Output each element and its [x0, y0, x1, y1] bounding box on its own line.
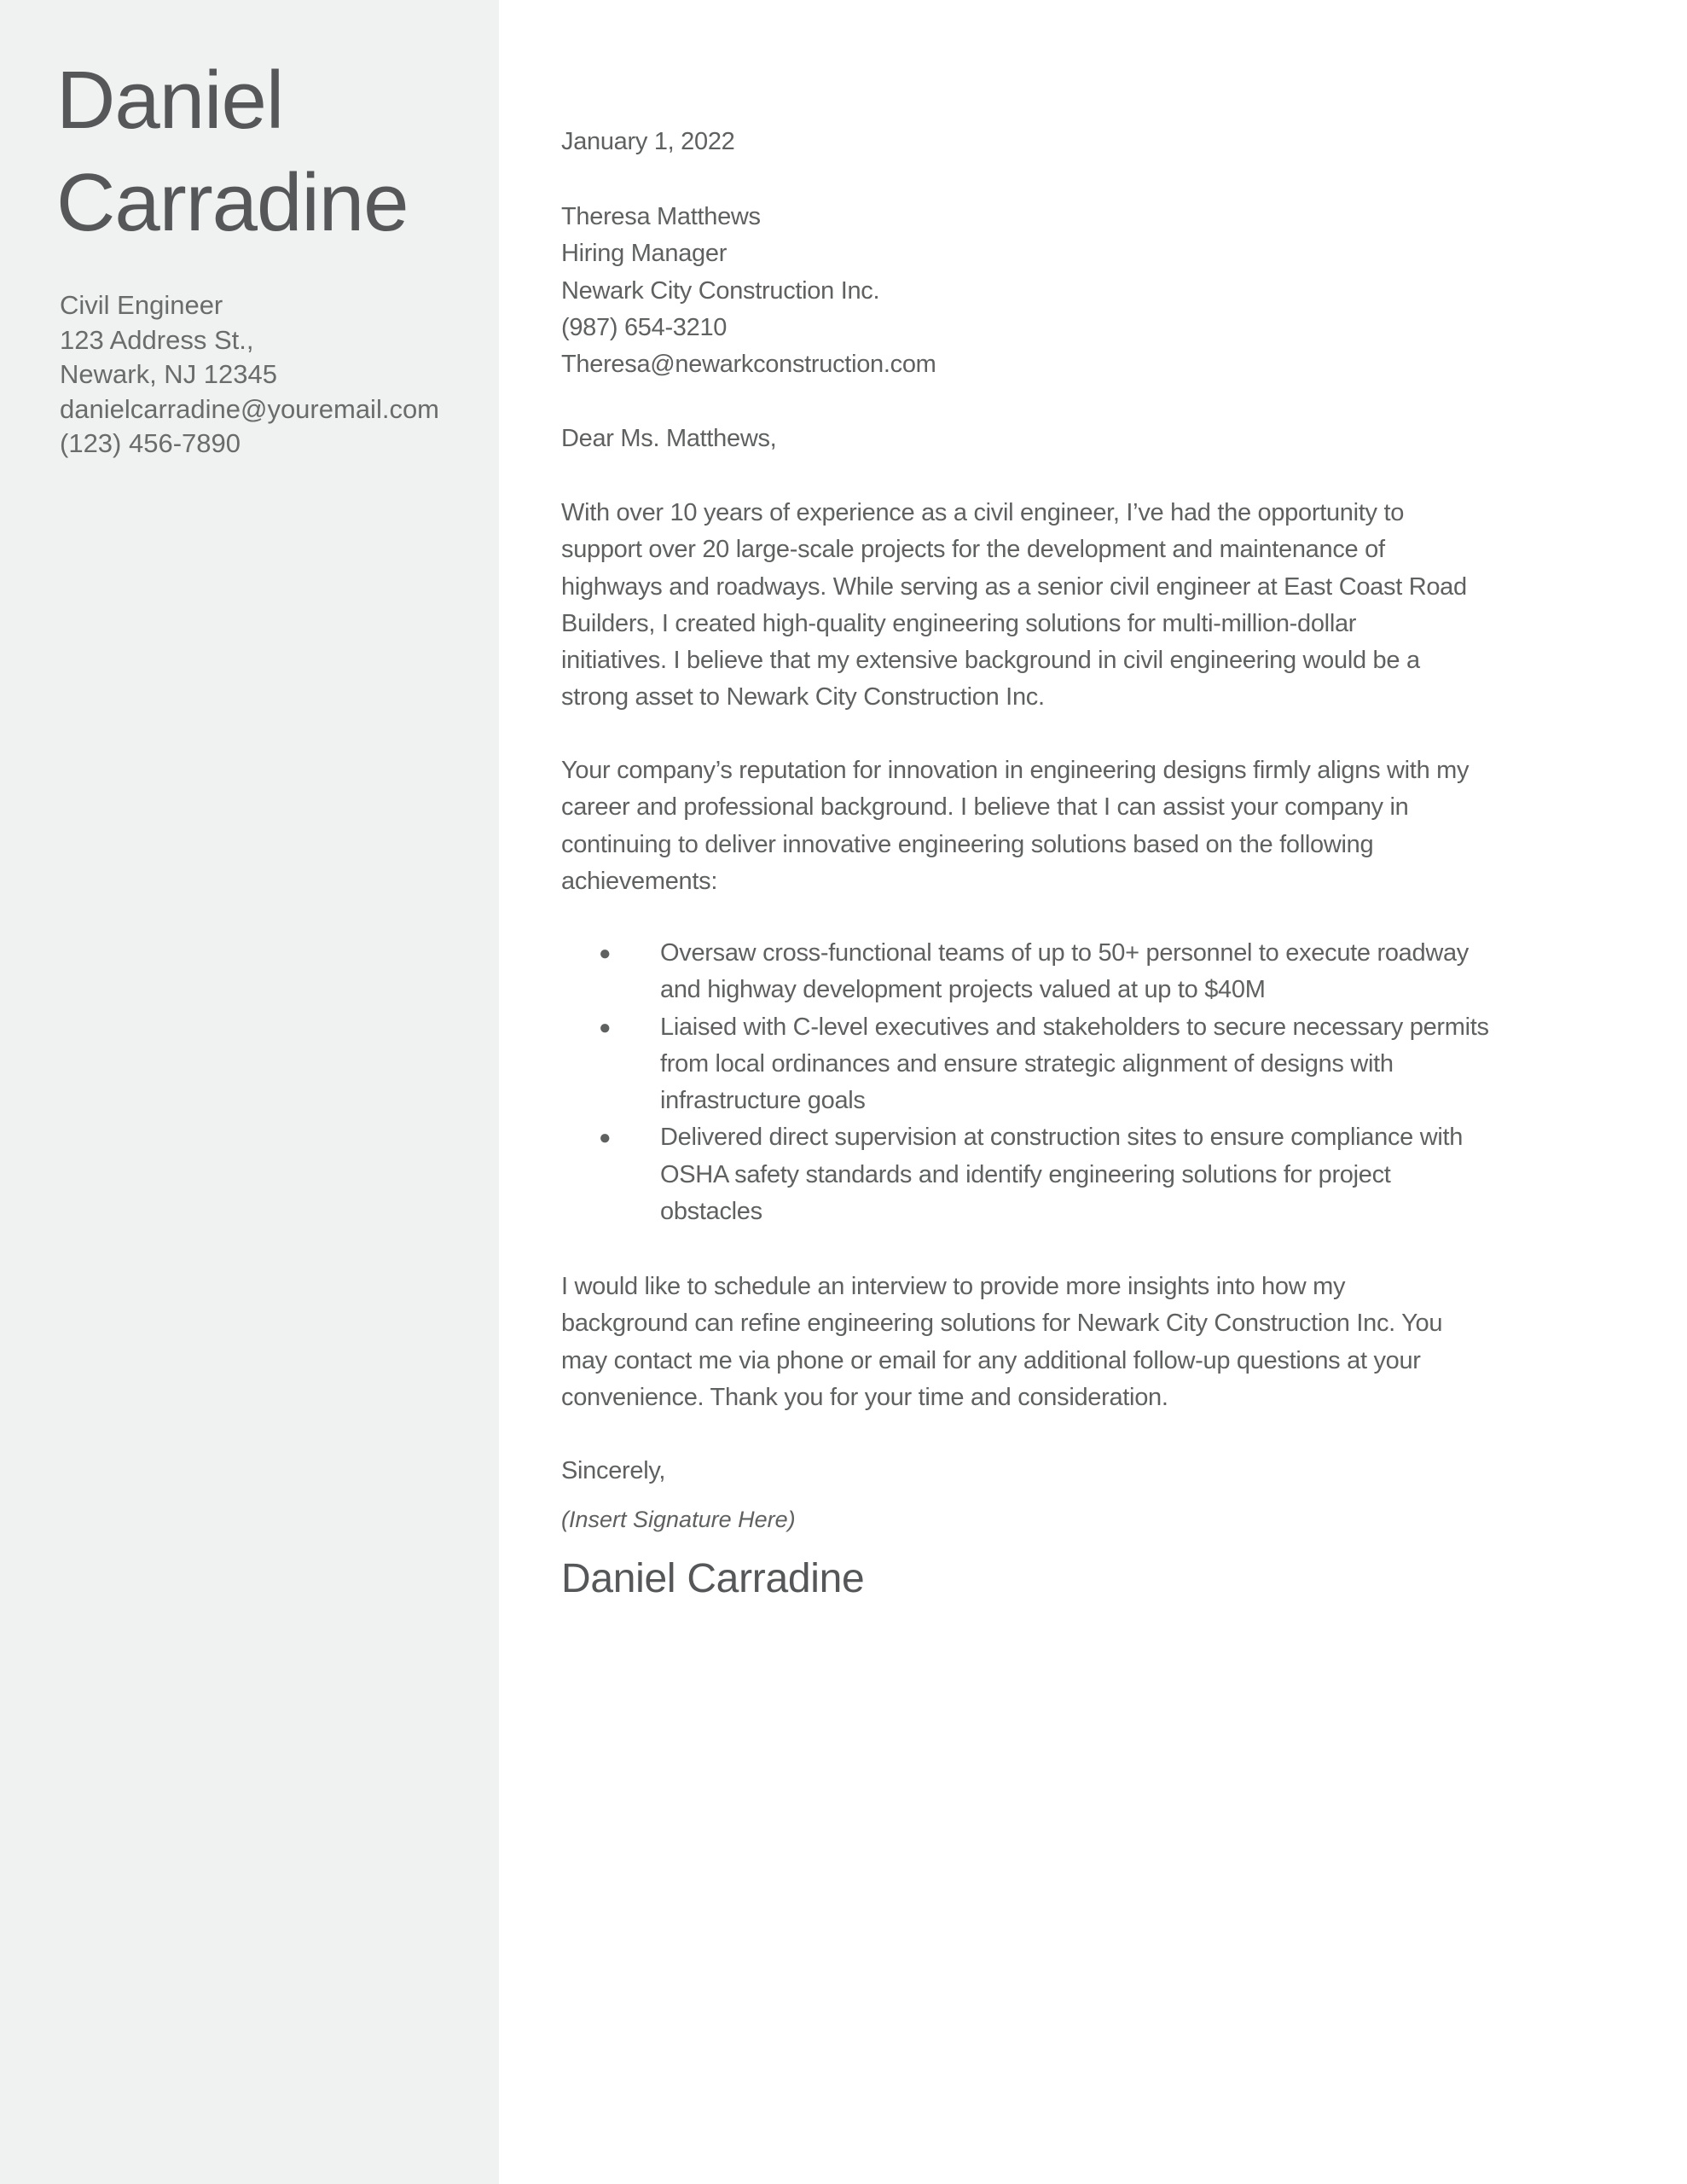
- recipient-line: (987) 654-3210: [561, 313, 728, 341]
- text-line: obstacles: [660, 1198, 762, 1226]
- signature-placeholder: (Insert Signature Here): [561, 1507, 796, 1532]
- paragraph-1: [561, 495, 1467, 717]
- signature-name: Daniel Carradine: [561, 1556, 865, 1601]
- email: danielcarradine@youremail.com: [60, 393, 440, 424]
- achievements-list: [561, 935, 1489, 1230]
- recipient-line: Theresa Matthews: [561, 203, 761, 230]
- text-line: I would like to schedule an interview to provide more insights into how my: [561, 1273, 1346, 1300]
- text-line: from local ordinances and ensure strategic alignment of designs with: [660, 1049, 1394, 1077]
- text-line: Delivered direct supervision at construction sites to ensure compliance with: [660, 1124, 1464, 1152]
- last-name: Carradine: [56, 157, 409, 248]
- letter-date: January 1, 2022: [561, 128, 735, 155]
- paragraph-2: [561, 752, 1469, 900]
- list-item: [561, 1009, 1489, 1120]
- text-line: strong asset to Newark City Construction Inc.: [561, 683, 1045, 712]
- text-line: achievements:: [561, 867, 718, 895]
- text-line: With over 10 years of experience as a civil engineer, I’ve had the opportunity to: [561, 499, 1405, 526]
- bullet-icon: ●: [599, 942, 612, 965]
- job-title: Civil Engineer: [60, 290, 223, 320]
- text-line: highways and roadways. While serving as a senior civil engineer at East Coast Road: [561, 572, 1467, 601]
- text-line: Oversaw cross-functional teams of up to 50+ personnel to execute roadway: [660, 939, 1470, 967]
- paragraph-3: [561, 1269, 1442, 1416]
- text-line: initiatives. I believe that my extensive background in civil engineering would be a: [561, 647, 1420, 675]
- salutation: Dear Ms. Matthews,: [561, 425, 777, 452]
- list-item: [561, 935, 1489, 1009]
- text-line: may contact me via phone or email for any additional follow-up questions at your: [561, 1346, 1421, 1374]
- sidebar: [0, 0, 499, 2184]
- text-line: career and professional background. I believe that I can assist your company in: [561, 793, 1409, 822]
- recipient-line: Newark City Construction Inc.: [561, 276, 880, 305]
- text-line: infrastructure goals: [660, 1087, 866, 1115]
- phone: (123) 456-7890: [60, 428, 241, 458]
- text-line: Liaised with C-level executives and stakeholders to secure necessary permits: [660, 1013, 1489, 1041]
- address-line: Newark, NJ 12345: [60, 359, 278, 389]
- text-line: OSHA safety standards and identify engineering solutions for project: [660, 1160, 1391, 1188]
- bullet-icon: ●: [599, 1015, 612, 1039]
- recipient-line: Hiring Manager: [561, 240, 728, 268]
- text-line: and highway development projects valued at up to $40M: [660, 976, 1266, 1004]
- text-line: support over 20 large-scale projects for the development and maintenance of: [561, 536, 1385, 564]
- first-name: Daniel: [56, 55, 284, 146]
- list-item: [561, 1119, 1489, 1230]
- address-line: 123 Address St.,: [60, 324, 254, 355]
- bullet-icon: ●: [599, 1126, 612, 1150]
- recipient-line: Theresa@newarkconstruction.com: [561, 351, 936, 379]
- closing: Sincerely,: [561, 1457, 666, 1484]
- sender-contact: [60, 288, 439, 462]
- text-line: continuing to deliver innovative engineering solutions based on the following: [561, 830, 1374, 858]
- sender-name: [56, 49, 409, 254]
- recipient-block: [561, 199, 936, 383]
- text-line: convenience. Thank you for your time and consideration.: [561, 1383, 1168, 1411]
- text-line: Your company’s reputation for innovation in engineering designs firmly aligns with my: [561, 757, 1470, 784]
- text-line: background can refine engineering solutions for Newark City Construction Inc. You: [561, 1310, 1443, 1338]
- text-line: Builders, I created high-quality engineering solutions for multi-million-dollar: [561, 609, 1357, 637]
